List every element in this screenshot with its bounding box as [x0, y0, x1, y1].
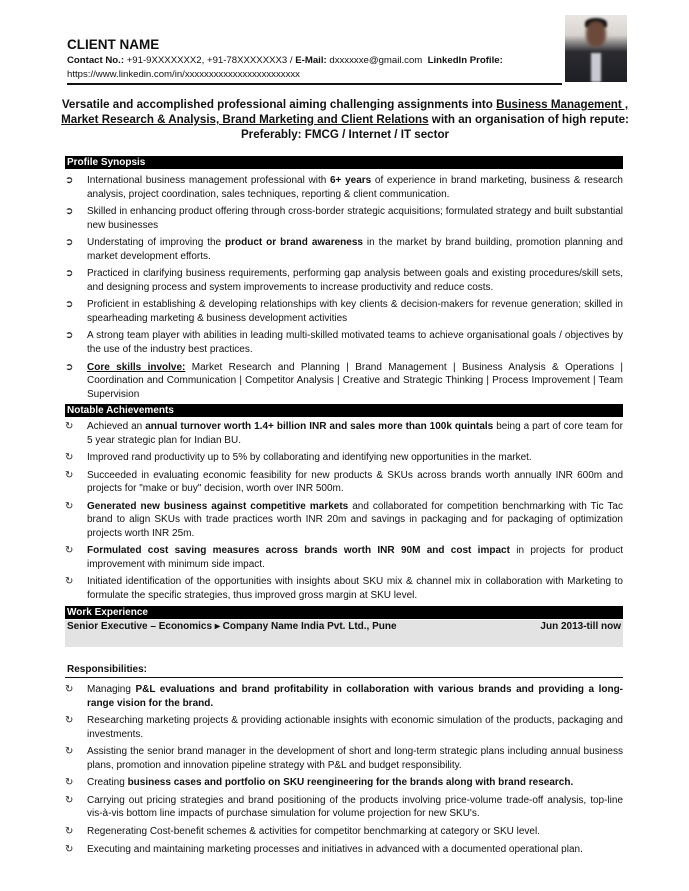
list-item — [65, 298, 623, 325]
item-text: Practiced in clarifying business requirements, performing gap analysis between goals and existing procedures/skill sets, and designing process and system improvements to increase productivity and reduce costs. — [87, 268, 623, 293]
circle-arrow-bullet-icon: ↻ — [65, 469, 74, 481]
list-item — [65, 544, 623, 571]
phone-numbers: +91-9XXXXXXX2, +91-78XXXXXXX3 / — [126, 55, 293, 66]
objective-focus-areas: Business Management , Market Research & Analysis, Brand Marketing and Client Relations — [61, 98, 629, 126]
circle-arrow-bullet-icon: ↻ — [65, 777, 74, 789]
bold-text: annual turnover worth 1.4+ billion INR and sales more than 100k quintals — [145, 421, 494, 432]
objective-text: Versatile and accomplished professional aiming challenging assignments into — [61, 98, 497, 111]
contact-label: Contact No.: — [67, 55, 125, 66]
circle-arrow-bullet-icon: ↻ — [65, 452, 74, 464]
item-text: and collaborated for competition benchmarking with Tic Tac brand to align SKUs with trade practices worth INR 20m and savings in packaging and for packaging of optimization projects worth INR 25m. — [87, 500, 623, 539]
item-text: Succeeded in evaluating economic feasibility for new products & SKUs across brands worth annually INR 600m and projects for "make or buy" decision, worth over INR 500m. — [87, 469, 623, 495]
list-item — [65, 420, 623, 447]
job-title: Senior Executive – Economics ▸ Company Name India Pvt. Ltd., Pune — [67, 621, 397, 632]
bold-text: product or brand awareness — [225, 237, 363, 249]
list-item — [65, 267, 623, 294]
list-item — [65, 500, 623, 541]
circle-arrow-bullet-icon: ↻ — [65, 576, 74, 588]
list-item — [65, 575, 623, 602]
bold-text: 6+ years — [329, 175, 372, 186]
header-divider — [67, 83, 562, 85]
job-entry — [65, 620, 623, 647]
circle-arrow-bullet-icon: ↻ — [65, 421, 74, 432]
circle-arrow-bullet-icon: ↻ — [65, 684, 74, 695]
linkedin-link[interactable]: https://www.linkedin.com/in/xxxxxxxxxxxxxxxxxxxxxxxx — [67, 69, 300, 80]
email-label: E-Mail: — [295, 55, 327, 66]
list-item — [65, 329, 623, 356]
profile-photo — [565, 15, 627, 82]
objective-text-end: with an organisation of high repute: Preferably: FMCG / Internet / IT sector — [240, 113, 629, 141]
list-item — [65, 825, 623, 839]
section-header-achievements: Notable Achievements — [65, 404, 623, 417]
list-item — [65, 451, 623, 465]
arrow-bullet-icon: ➲ — [65, 175, 74, 186]
client-name: CLIENT NAME — [67, 37, 160, 52]
item-text: being a part of core team for 5 year strategic plan for Indian BU. — [87, 421, 623, 446]
item-text: Understating of improving the — [87, 237, 226, 249]
arrow-bullet-icon: ➲ — [65, 361, 74, 373]
circle-arrow-bullet-icon: ↻ — [65, 794, 74, 806]
item-text: in the market by brand building, promotion planning and market development efforts. — [87, 237, 623, 262]
item-text: A strong team player with abilities in leading multi-skilled motivated teams to achieve organisational goals / objectives by the use of the industry best practices. — [87, 330, 623, 355]
list-item — [65, 361, 623, 402]
bold-text: business cases and portfolio on SKU reengineering for the brands along with brand research. — [127, 777, 574, 789]
responsibilities-list — [65, 683, 623, 860]
item-text: of experience in brand marketing, business & research analysis, project coordination, sales techniques, reporting & client communication. — [87, 175, 623, 200]
list-item — [65, 745, 623, 772]
arrow-bullet-icon: ➲ — [65, 330, 74, 342]
item-text: in projects for product improvement with minimum side impact. — [87, 545, 624, 570]
email-link[interactable]: dxxxxxxe@gmail.com — [329, 55, 423, 66]
responsibilities-divider — [65, 677, 623, 678]
list-item — [65, 683, 623, 710]
job-dates: Jun 2013-till now — [540, 621, 621, 632]
circle-arrow-bullet-icon: ↻ — [65, 500, 74, 512]
list-item — [65, 843, 623, 857]
item-text: Regenerating Cost-benefit schemes & activities for competitor benchmarking at category or SKU level. — [87, 825, 540, 837]
item-text: Creating — [87, 777, 128, 789]
list-item — [65, 714, 623, 741]
bold-text: Generated new business against competitive markets — [87, 500, 349, 512]
bold-text: Core skills involve: — [87, 361, 186, 373]
section-header-profile: Profile Synopsis — [65, 156, 623, 169]
bold-text: Formulated cost saving measures across brands worth INR 90M and cost impact — [87, 545, 510, 557]
item-text: Proficient in establishing & developing relationships with key clients & decision-makers for revenue generation; skilled in spearheading marketing & business development activities — [87, 299, 623, 324]
list-item — [65, 174, 623, 201]
item-text: Researching marketing projects & providing actionable insights with economic simulation of the products, packaging and investments. — [87, 715, 623, 740]
item-text: Executing and maintaining marketing processes and initiatives in advanced with a documented operational plan. — [87, 843, 583, 855]
list-item — [65, 776, 623, 790]
item-text: Managing — [87, 684, 136, 695]
item-text: Skilled in enhancing product offering through cross-border strategic acquisitions; formulated strategy and built substantial new businesses — [87, 206, 623, 231]
circle-arrow-bullet-icon: ↻ — [65, 715, 74, 727]
item-text: Initiated identification of the opportunities with insights about SKU mix & channel mix in collaboration with Marketing to formulate the specific strategies, thus improved gross margin at SKU level. — [87, 576, 623, 601]
circle-arrow-bullet-icon: ↻ — [65, 825, 74, 837]
arrow-bullet-icon: ➲ — [65, 237, 74, 249]
item-text: Assisting the senior brand manager in the development of short and long-term strategic plans including annual business plans, promotion and innovation pipeline strategy with P&L and budget responsibility. — [87, 746, 623, 771]
linkedin-label: LinkedIn Profile: — [427, 55, 503, 66]
career-objective — [60, 97, 630, 142]
list-item — [65, 236, 623, 263]
bold-text: P&L evaluations and brand profitability in collaboration with various brands and providing a long-range vision for the brand. — [87, 684, 624, 709]
section-header-work: Work Experience — [65, 606, 623, 619]
item-text: Achieved an — [87, 421, 146, 432]
item-text: Market Research and Planning | Brand Management | Business Analysis & Operations | Coordination and Communication | Competitor Analysis | Creative and Strategic Thinking | Process Improvement | Team Supervision — [87, 361, 623, 400]
circle-arrow-bullet-icon: ↻ — [65, 545, 74, 557]
item-text: Improved rand productivity up to 5% by collaborating and identifying new opportunities in the market. — [87, 452, 532, 464]
list-item — [65, 469, 623, 496]
item-text: Carrying out pricing strategies and brand positioning of the products involving price-volume trade-off analysis, top-line vis-à-vis bottom line impacts of purchase simulation for volume projection for new SKU's. — [87, 794, 623, 820]
arrow-bullet-icon: ➲ — [65, 268, 74, 280]
achievements-list — [65, 420, 623, 607]
responsibilities-heading: Responsibilities: — [67, 664, 148, 675]
circle-arrow-bullet-icon: ↻ — [65, 843, 74, 855]
arrow-bullet-icon: ➲ — [65, 206, 74, 218]
arrow-bullet-icon: ➲ — [65, 299, 74, 311]
list-item — [65, 205, 623, 232]
circle-arrow-bullet-icon: ↻ — [65, 746, 74, 758]
item-text: International business management professional with — [87, 175, 330, 186]
profile-synopsis-list — [65, 174, 623, 405]
list-item — [65, 794, 623, 821]
